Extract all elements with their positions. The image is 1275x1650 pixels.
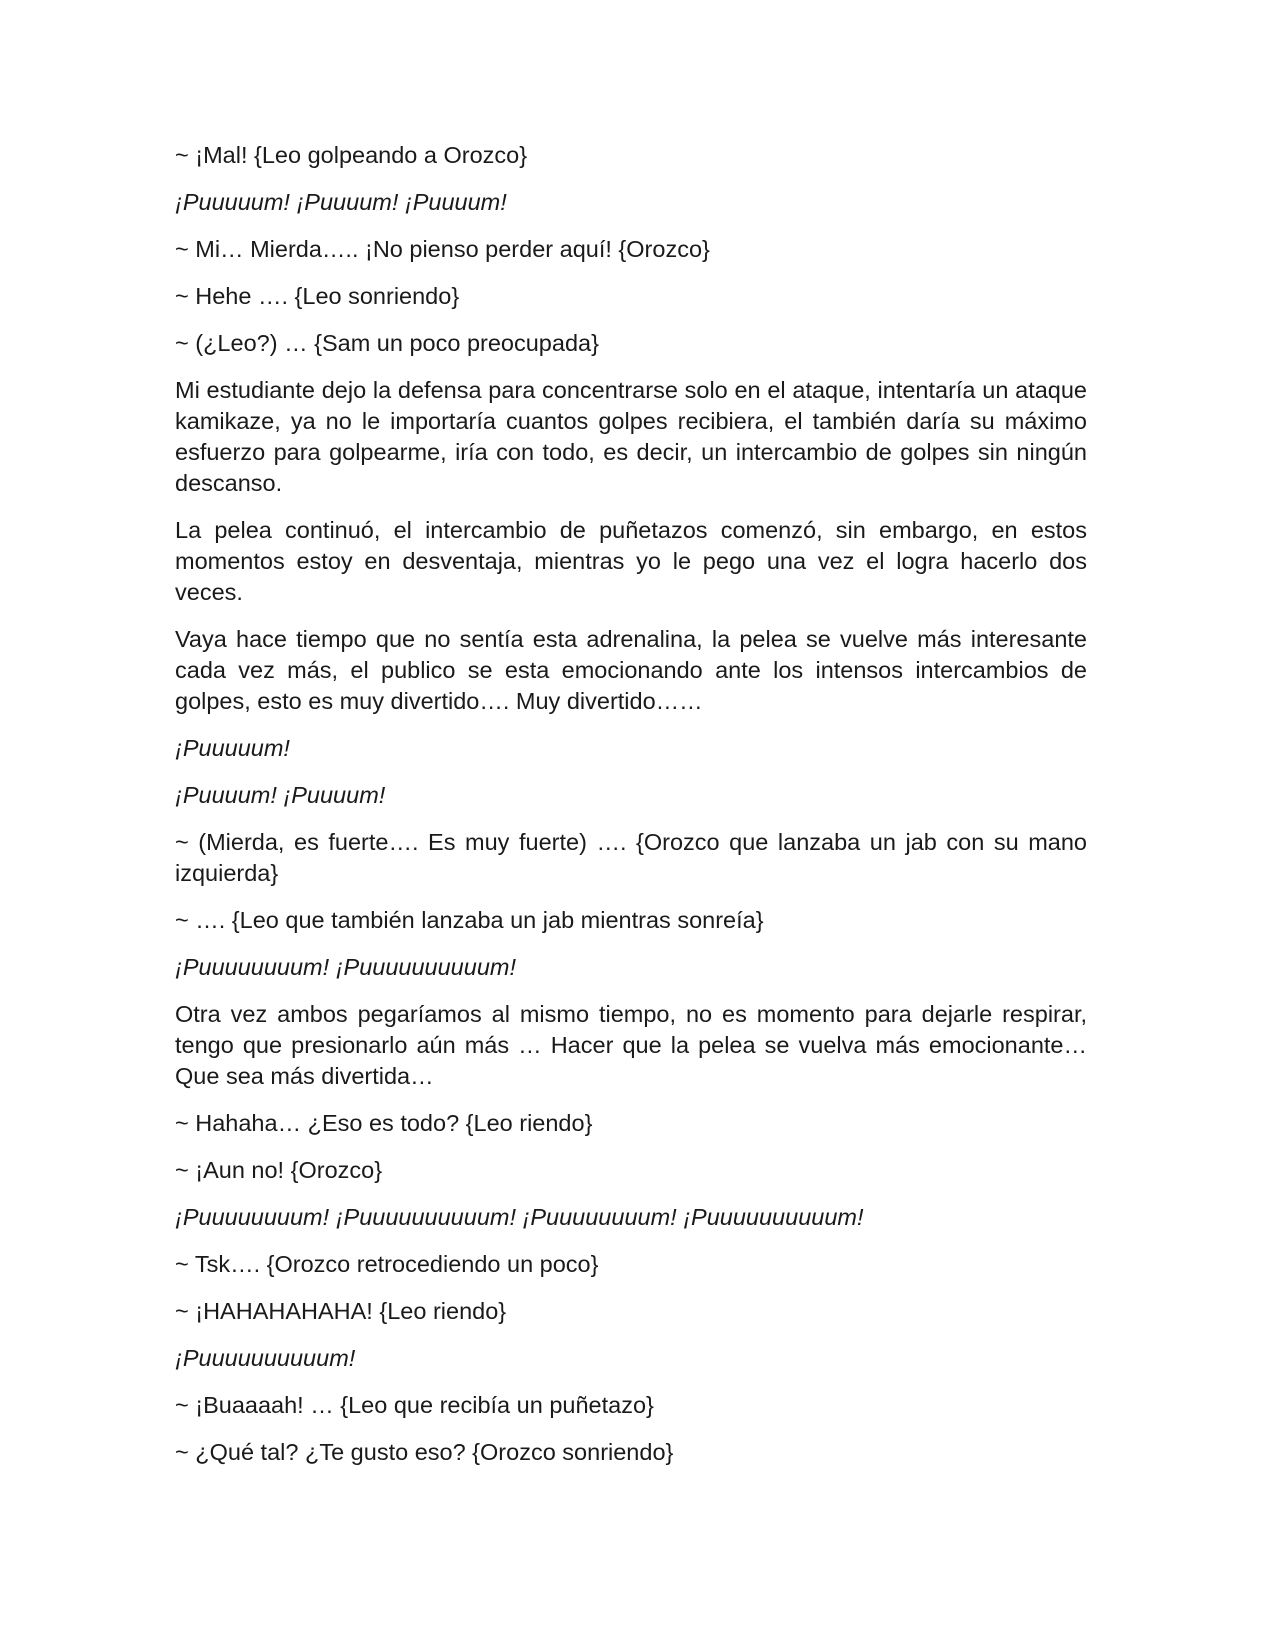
document-page [175,140,1087,1484]
narration-paragraph: Mi estudiante dejo la defensa para concentrarse solo en el ataque, intentaría un ataque kamikaze, ya no le importaría cuantos golpes recibiera, el también daría su máximo esfuerzo para golpearme, iría con todo, es decir, un intercambio de golpes sin ningún descanso. [175,377,1087,496]
dialogue-line: ~ ¡Buaaaah! … {Leo que recibía un puñetazo} [175,1392,654,1418]
narration-paragraph: Otra vez ambos pegaríamos al mismo tiempo, no es momento para dejarle respirar, tengo que presionarlo aún más … Hacer que la pelea se vuelva más emocionante… Que sea más divertida… [175,1001,1087,1089]
dialogue-line: ~ (Mierda, es fuerte…. Es muy fuerte) …. {Orozco que lanzaba un jab con su mano izquierda} [175,829,1087,886]
narration-paragraph: La pelea continuó, el intercambio de puñetazos comenzó, sin embargo, en estos momentos estoy en desventaja, mientras yo le pego una vez el logra hacerlo dos veces. [175,517,1087,605]
dialogue-line: ~ ¡HAHAHAHAHA! {Leo riendo} [175,1298,507,1324]
sound-effect-line: ¡Puuuuuuuuuum! [175,1345,356,1371]
dialogue-line: ~ Hahaha… ¿Eso es todo? {Leo riendo} [175,1110,593,1136]
sound-effect-line: ¡Puuuuum! [175,735,290,761]
dialogue-line: ~ Tsk…. {Orozco retrocediendo un poco} [175,1251,599,1277]
sound-effect-line: ¡Puuuum! ¡Puuuum! [175,782,386,808]
sound-effect-line: ¡Puuuuum! ¡Puuuum! ¡Puuuum! [175,189,507,215]
dialogue-line: ~ ¿Qué tal? ¿Te gusto eso? {Orozco sonriendo} [175,1439,674,1465]
sound-effect-line: ¡Puuuuuuuum! ¡Puuuuuuuuuum! ¡Puuuuuuuum! ¡Puuuuuuuuuum! [175,1204,864,1230]
dialogue-line: ~ ¡Mal! {Leo golpeando a Orozco} [175,142,528,168]
dialogue-line: ~ ¡Aun no! {Orozco} [175,1157,383,1183]
sound-effect-line: ¡Puuuuuuuum! ¡Puuuuuuuuuum! [175,954,516,980]
dialogue-line: ~ …. {Leo que también lanzaba un jab mientras sonreía} [175,907,764,933]
narration-paragraph: Vaya hace tiempo que no sentía esta adrenalina, la pelea se vuelve más interesante cada vez más, el publico se esta emocionando ante los intensos intercambios de golpes, esto es muy divertido…. Muy divertido…… [175,626,1087,714]
dialogue-line: ~ Mi… Mierda….. ¡No pienso perder aquí! {Orozco} [175,236,710,262]
dialogue-line: ~ (¿Leo?) … {Sam un poco preocupada} [175,330,599,356]
dialogue-line: ~ Hehe …. {Leo sonriendo} [175,283,460,309]
